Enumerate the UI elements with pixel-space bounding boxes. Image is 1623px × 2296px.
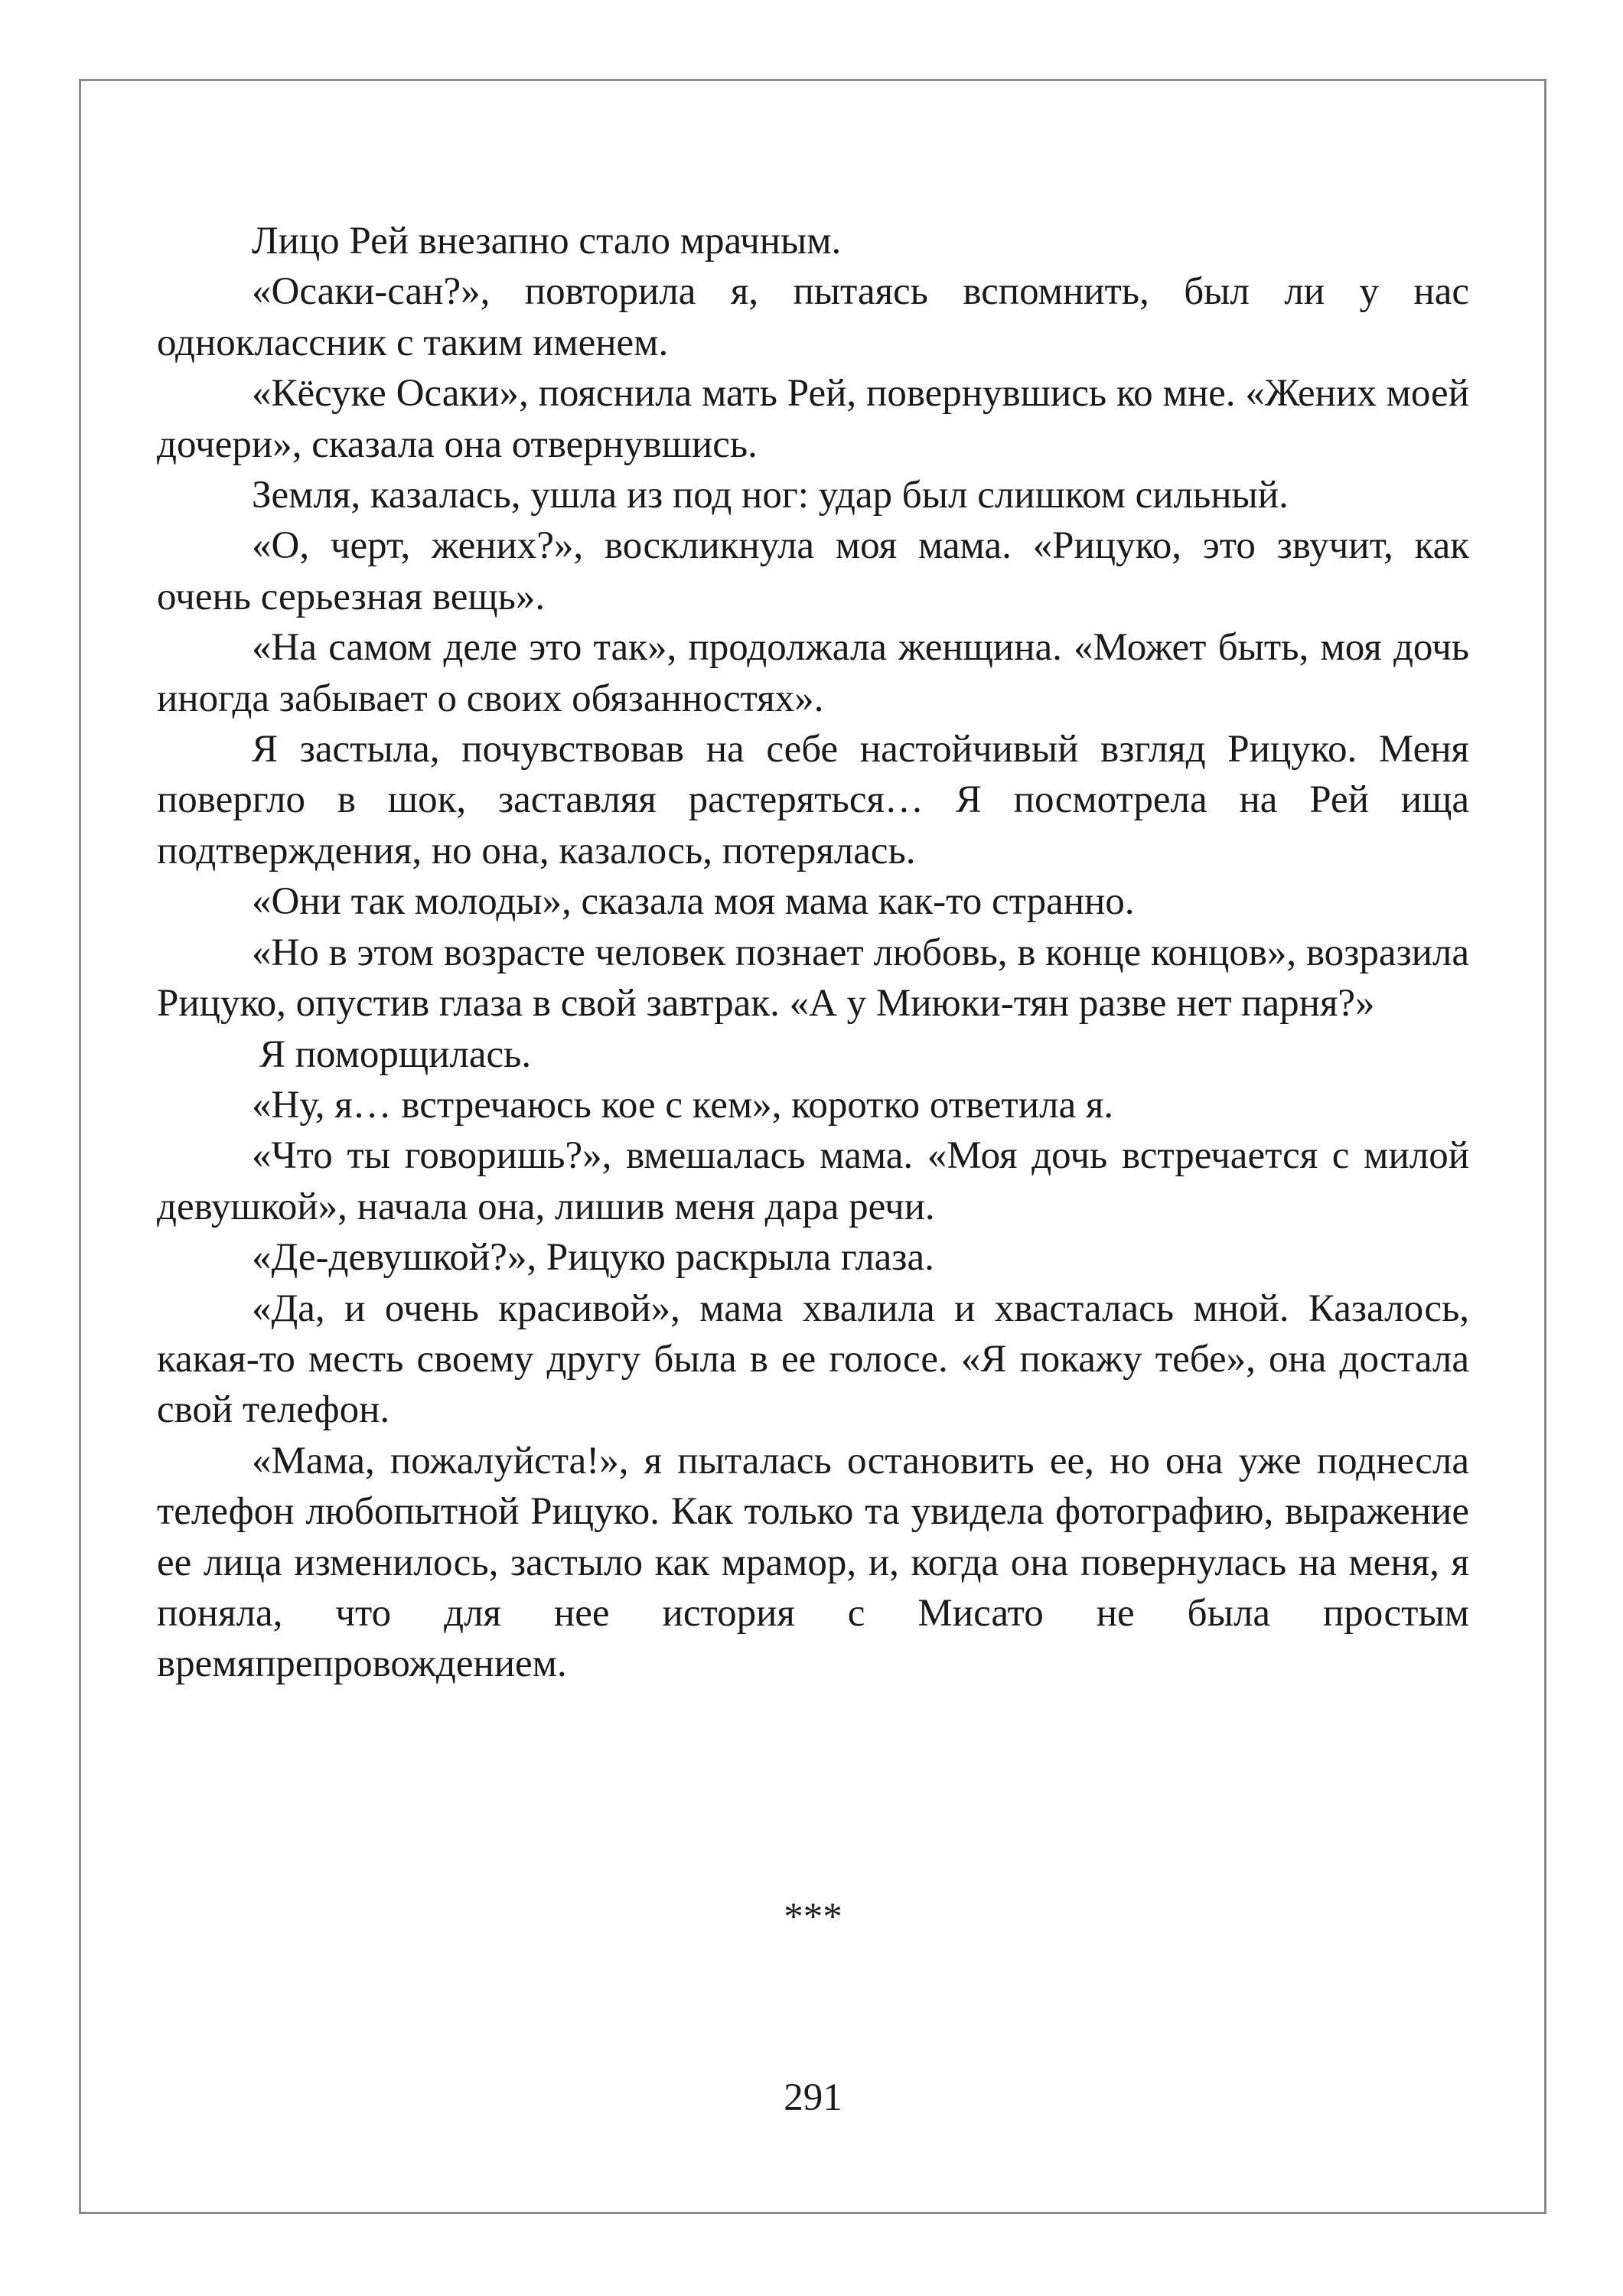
paragraph: Лицо Рей внезапно стало мрачным. [252,220,842,263]
paragraph: «Кёсуке Осаки», пояснила мать Рей, повернувшись ко мне. «Жених моей дочери», сказала она отвернувшись. [157,372,1469,466]
paragraph: «Они так молоды», сказала моя мама как-то странно. [252,880,1135,924]
paragraph: «Ну, я… встречаюсь кое с кем», коротко ответила я. [252,1083,1114,1127]
paragraph: Я застыла, почувствовав на себе настойчивый взгляд Рицуко. Меня повергло в шок, заставляя растеряться… Я посмотрела на Рей ища подтверждения, но она, казалось, потерялась. [157,728,1469,872]
paragraph: «На самом деле это так», продолжала женщина. «Может быть, моя дочь иногда забывает о своих обязанностях». [157,626,1469,720]
paragraph: «Мама, пожалуйста!», я пыталась остановить ее, но она уже поднесла телефон любопытной Рицуко. Как только та увидела фотографию, выражение ее лица изменилось, застыло как мрамор, и, когда она повернулась на меня, я поняла, что для нее история с Мисато не была простым времяпрепровождением. [157,1439,1469,1686]
paragraph: Земля, казалась, ушла из под ног: удар был слишком сильный. [252,474,1289,517]
paragraph: «Де-девушкой?», Рицуко раскрыла глаза. [252,1236,934,1280]
body-text [157,216,1469,1690]
paragraph: Я поморщилась. [259,1032,532,1076]
paragraph: «Но в этом возрасте человек познает любовь, в конце концов», возразила Рицуко, опустив глаза в свой завтрак. «А у Миюки-тян разве нет парня?» [157,931,1469,1026]
paragraph: «Осаки-сан?», повторила я, пытаясь вспомнить, был ли у нас одноклассник с таким именем. [157,270,1469,364]
paragraph: «О, черт, жених?», воскликнула моя мама. «Рицуко, это звучит, как очень серьезная вещь». [157,524,1469,618]
section-separator: *** [784,1896,842,1939]
page-number: 291 [784,2076,842,2119]
paragraph: «Что ты говоришь?», вмешалась мама. «Моя дочь встречается с милой девушкой», начала она, лишив меня дара речи. [157,1134,1469,1228]
paragraph: «Да, и очень красивой», мама хвалила и хвасталась мной. Казалось, какая-то месть своему другу была в ее голосе. «Я покажу тебе», она достала свой телефон. [157,1287,1469,1432]
